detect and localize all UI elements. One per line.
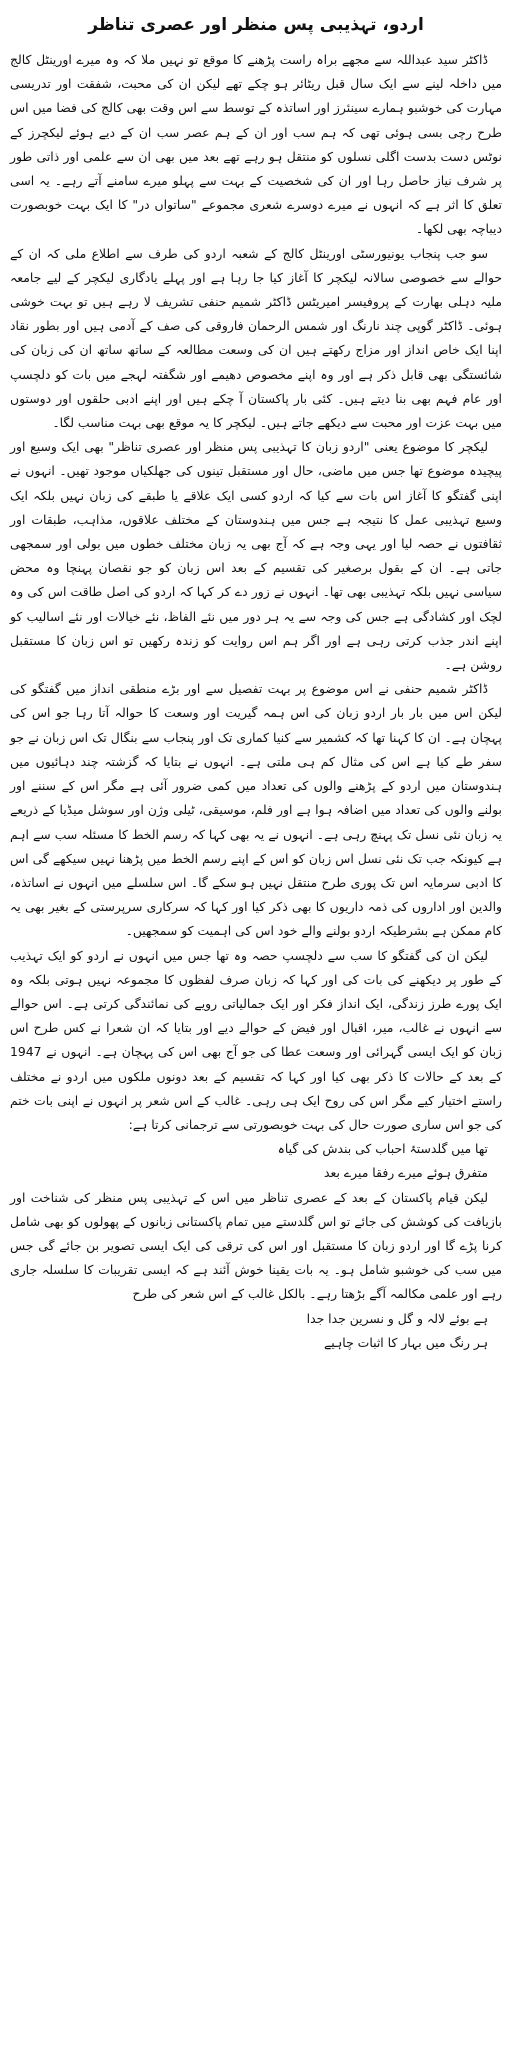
paragraph-2: سو جب پنجاب یونیورسٹی اورینٹل کالج کے شعبہ اردو کی طرف سے اطلاع ملی کہ ان کے حوالے سے خصوصی سالانہ لیکچر کا آغاز کیا جا رہا ہے اور پہلے یادگاری لیکچر کے لیے جامعہ ملیہ دہلی بھارت کے پروفیسر امیریٹس ڈاکٹر شمیم حنفی تشریف لا رہے ہیں تو بہت خوشی ہوئی۔ ڈاکٹر گوپی چند نارنگ اور شمس الرحمان فاروقی کی صف کے آدمی ہیں اور بطور نقاد اپنا ایک خاص انداز اور مزاج رکھتے ہیں ان کی وسعت مطالعہ کے ساتھ ساتھ ان کی زبان کی شائستگی بھی قابل ذکر ہے اور وہ اپنے مخصوص دھیمے اور شگفتہ لہجے میں بات کو دلچسپ اور عام فہم بھی بنا دیتے ہیں۔ کئی بار پاکستان آ چکے ہیں اور اپنے ادبی حلقوں اور دوستوں میں بہت عزت اور محبت سے دیکھے جاتے ہیں۔ لیکچر کا یہ موقع بھی بہت مناسب لگا۔ [10, 245, 502, 431]
paragraph-5: لیکن ان کی گفتگو کا سب سے دلچسپ حصہ وہ تھا جس میں انہوں نے اردو کو ایک تہذیب کے طور پر دیکھنے کی بات کی اور کہا کہ زبان صرف لفظوں کا مجموعہ نہیں ہوتی بلکہ وہ ایک پورے طرز زندگی، ایک انداز فکر اور ایک جمالیاتی رویے کی نمائندگی کرتی ہے۔ اس حوالے سے انہوں نے غالب، میر، اقبال اور فیض کے حوالے دیے اور بتایا کہ ان شعرا نے کس طرح اس زبان کو ایک ایسی گہرائی اور وسعت عطا کی جو آج بھی اس کی پہچان ہے۔ انہوں نے 1947 کے بعد کے حالات کا ذکر بھی کیا اور کہا کہ تقسیم کے بعد دونوں ملکوں میں اردو نے مختلف راستے اختیار کیے مگر اس کی روح ایک ہی رہی۔ غالب کے اس شعر پر انہوں نے اپنی بات ختم کی جو اس ساری صورت حال کی بہت خوبصورتی سے ترجمانی کرتا ہے: [10, 947, 502, 1132]
verse-line: ہر رنگ میں بہار کا اثبات چاہیے [324, 1334, 488, 1350]
verse-line: تھا میں گلدستۂ احباب کی بندش کی گیاہ [277, 1141, 488, 1157]
paragraph-3: لیکچر کا موضوع یعنی "اردو زبان کا تہذیبی پس منظر اور عصری تناظر" بھی ایک وسیع اور پیچیدہ موضوع تھا جس میں ماضی، حال اور مستقبل تینوں کی جھلکیاں موجود تھیں۔ انہوں نے اپنی گفتگو کا آغاز اس بات سے کیا کہ اردو کسی ایک علاقے یا طبقے کی زبان نہیں بلکہ ایک وسیع تہذیبی عمل کا نتیجہ ہے جس میں ہندوستان کے مختلف علاقوں، مذاہب، طبقات اور ثقافتوں نے حصہ لیا اور یہی وجہ ہے کہ آج بھی یہ زبان مختلف خطوں میں بولی اور سمجھی جاتی ہے۔ ان کے بقول برصغیر کی تقسیم کے بعد اس زبان کو جو نقصان پہنچا وہ محض سیاسی نہیں بلکہ تہذیبی بھی تھا۔ انہوں نے زور دے کر کہا کہ اردو کی اصل طاقت اس کی وہ لچک اور کشادگی ہے جس کی وجہ سے یہ ہر دور میں نئے الفاظ، نئے خیالات اور نئے اسالیب کو اپنے اندر جذب کرتی رہی ہے اور اگر ہم اس روایت کو زندہ رکھیں تو اس زبان کا مستقبل روشن ہے۔ [10, 439, 502, 673]
verse-line: ہے بوئے لالہ و گل و نسرین جدا جدا [306, 1310, 488, 1326]
paragraph-4: ڈاکٹر شمیم حنفی نے اس موضوع پر بہت تفصیل سے اور بڑے منطقی انداز میں گفتگو کی لیکن اس میں بار بار اردو زبان کی اس ہمہ گیریت اور وسعت کا حوالہ آتا رہا جو اس کی پہچان ہے۔ ان کا کہنا تھا کہ کشمیر سے کنیا کماری تک اور پنجاب سے بنگال تک اس زبان نے جو سفر طے کیا ہے اس کی مثال کم ہی ملتی ہے۔ انہوں نے بتایا کہ گزشتہ چند دہائیوں میں ہندوستان میں اردو کے پڑھنے والوں کی تعداد میں کمی ضرور آئی ہے مگر اس کے سننے اور بولنے والوں کی تعداد میں اضافہ ہوا ہے اور فلم، موسیقی، ٹیلی وژن اور سوشل میڈیا کے ذریعے یہ زبان نئی نسل تک پہنچ رہی ہے۔ انہوں نے یہ بھی کہا کہ رسم الخط کا مسئلہ سب سے اہم ہے کیونکہ جب تک نئی نسل اس زبان کو اس کے اپنے رسم الخط میں پڑھنا نہیں سیکھے گی اس کا ادبی سرمایہ اس تک پوری طرح منتقل نہیں ہو سکے گا۔ اس سلسلے میں انہوں نے اساتذہ، والدین اور اداروں کی ذمہ داریوں کا بھی ذکر کیا اور کہا کہ سرکاری سرپرستی کے بغیر بھی یہ کام ممکن ہے بشرطیکہ اردو بولنے والے خود اس کی اہمیت کو سمجھیں۔ [10, 681, 502, 939]
article-title: اردو، تہذیبی پس منظر اور عصری تناظر [88, 15, 424, 35]
couplet-two [10, 1307, 502, 1355]
paragraph-1: ڈاکٹر سید عبداللہ سے مجھے براہ راست پڑھنے کا موقع تو نہیں ملا کہ وہ میرے اورینٹل کالج میں داخلہ لینے سے ایک سال قبل ریٹائر ہو چکے تھے لیکن ان کی محبت، شفقت اور تدریسی مہارت کی خوشبو ہمارے سینئرز اور اساتذہ کے توسط سے اس وقت بھی کالج کی فضا میں اس طرح رچی بسی ہوئی تھی کہ ہم سب اور ان کے ہم عصر سب ان کے دیے ہوئے لیکچرز کے نوٹس دست بدست اگلی نسلوں کو منتقل ہو رہے تھے بعد میں بھی ان سے علمی اور ذاتی طور پر شرف نیاز حاصل رہا اور ان کی شخصیت کے بہت سے پہلو میرے سامنے آتے رہے۔ یہ اسی تعلق کا اثر ہے کہ انہوں نے میرے دوسرے شعری مجموعے "ساتواں در" کا ایک بہت خوبصورت دیباچہ بھی لکھا۔ [10, 52, 502, 237]
paragraph-6: لیکن قیام پاکستان کے بعد کے عصری تناظر میں اس کے تہذیبی پس منظر کی شناخت اور بازیافت کی کوشش کی جائے تو اس گلدستے میں تمام پاکستانی زبانوں کے پھولوں کو بھی شامل کرنا پڑے گا اور اردو زبان کا مستقبل اور اس کی ترقی کی ایک ایسی تصویر بن جائے گی جس میں سب کی خوشبو شامل ہو۔ یہ بات یقینا خوش آئند ہے کہ ایسی تقریبات کا سلسلہ جاری رہے اور علمی مکالمہ آگے بڑھتا رہے۔ بالکل غالب کے اس شعر کی طرح [10, 1189, 502, 1302]
couplet-one [10, 1137, 502, 1185]
verse-line: متفرق ہوئے میرے رفقا میرے بعد [324, 1165, 488, 1181]
